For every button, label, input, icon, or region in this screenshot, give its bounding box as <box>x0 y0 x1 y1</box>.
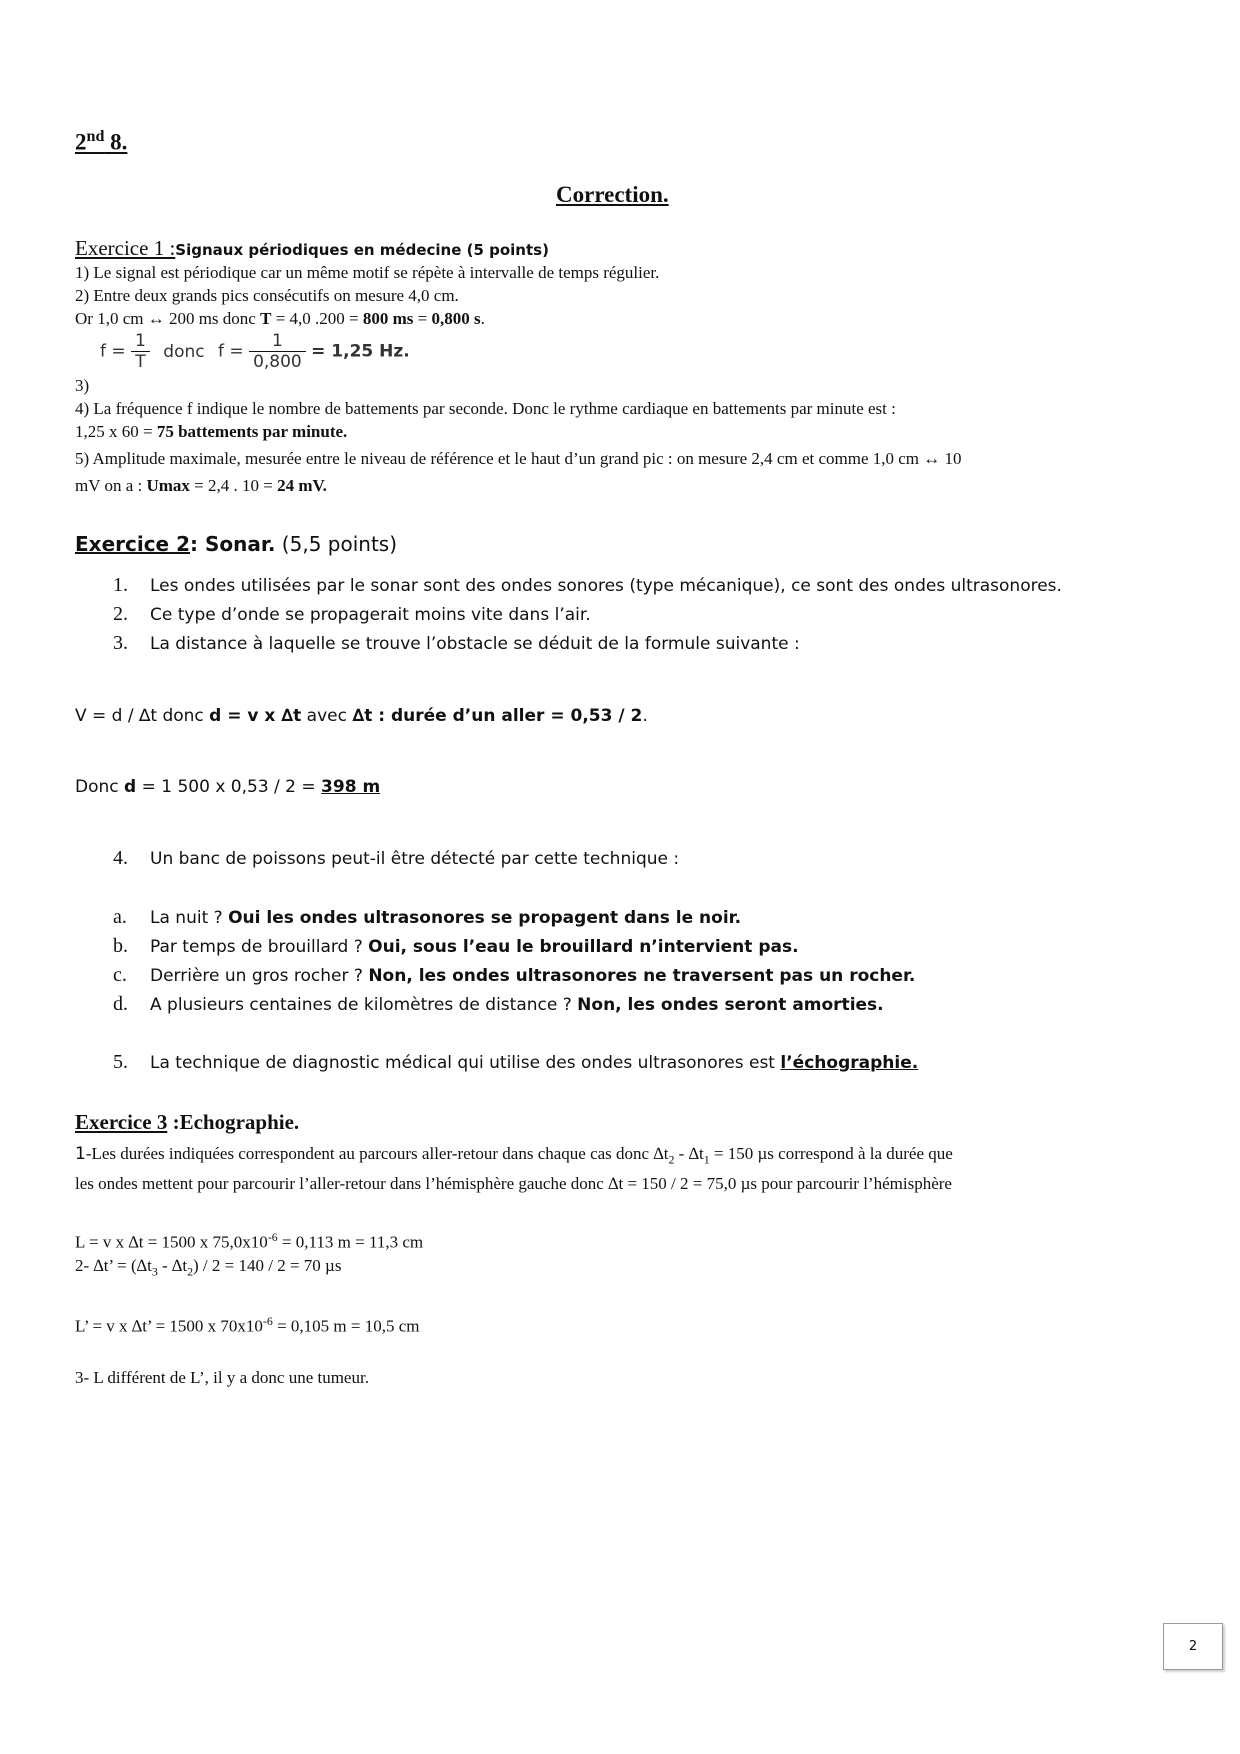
distance-result: Donc d = 1 500 x 0,53 / 2 = 398 m <box>75 777 381 797</box>
ex2-item-1-text: Les ondes utilisées par le sonar sont des ondes sonores (type mécanique), ce sont des ondes ultrasonores. <box>150 576 1062 596</box>
exercise-1-body-2 <box>75 397 1195 497</box>
ex1-line-2: 2) Entre deux grands pics consécutifs on mesure 4,0 cm. <box>75 286 459 305</box>
ex2-item-3-number: 3. <box>113 632 128 654</box>
ex1-label-3: 3) <box>75 376 90 395</box>
ex2-sub-a-letter: a. <box>113 906 127 928</box>
fraction-1-over-T: $\frac{1}{T}$ <box>131 331 150 372</box>
ex2-sub-a-text: La nuit ? Oui les ondes ultrasonores se propagent dans le noir. <box>150 908 742 928</box>
ex3-calc-delta-t-prime: 2- ∆t’ = $(\Delta t_3 - \Delta t_2) / 2 = 140 / 2 = 70$ µs <box>75 1256 342 1279</box>
exercise-2-heading: Exercice 2: Sonar. (5,5 points) <box>75 532 398 556</box>
page-number: 2 <box>1163 1623 1223 1670</box>
ex3-conclusion: 3- L différent de L’, il y a donc une tumeur. <box>75 1368 369 1387</box>
ex2-item-2-number: 2. <box>113 603 128 625</box>
ex1-line-7: mV on a : Umax = 2,4 . 10 = 24 mV. <box>75 476 327 495</box>
ex3-paragraph-2: les ondes mettent pour parcourir l’aller-retour dans l’hémisphère gauche donc ∆t = 150 / 2 = 75,0 µs pour parcourir l’hémisphère <box>75 1174 952 1193</box>
ex2-item-5-number: 5. <box>113 1051 128 1073</box>
ex2-item-4-text: Un banc de poissons peut-il être détecté par cette technique : <box>150 849 680 869</box>
page-title: Correction. <box>556 182 669 207</box>
exercise-1-heading: Exercice 1 :Signaux périodiques en médecine (5 points) <box>75 236 549 260</box>
ex2-sub-c-text: Derrière un gros rocher ? Non, les ondes ultrasonores ne traversent pas un rocher. <box>150 966 916 986</box>
ex2-item-1-number: 1. <box>113 574 128 596</box>
ex2-sub-d-text: A plusieurs centaines de kilomètres de distance ? Non, les ondes seront amorties. <box>150 995 884 1015</box>
ex1-line-4: 4) La fréquence f indique le nombre de battements par seconde. Donc le rythme cardiaque en battements par minute est : <box>75 399 896 418</box>
ex3-calc-L: L = v x ∆t = 1500 x $75,0x10^{-6} = 0,113$ m = 11,3 cm <box>75 1230 424 1252</box>
ex2-sub-c-letter: c. <box>113 964 127 986</box>
exercise-1-body <box>75 261 1195 330</box>
ex3-calc-L-prime: L’ = v x ∆t’ = 1500 x $70x10^{-6} = 0,105$ m = 10,5 cm <box>75 1314 420 1336</box>
fraction-1-over-0800: $\frac{1}{0,800}$ <box>249 331 306 372</box>
ex1-line-1: 1) Le signal est périodique car un même motif se répète à intervalle de temps régulier. <box>75 263 660 282</box>
ex1-line-5: 1,25 x 60 = 75 battements par minute. <box>75 422 348 441</box>
ex2-item-4-number: 4. <box>113 847 128 869</box>
ex2-sub-b-letter: b. <box>113 935 128 957</box>
class-label: 2nd 8. <box>75 128 128 155</box>
ex2-sub-d-letter: d. <box>113 993 128 1015</box>
ex2-item-3-text: La distance à laquelle se trouve l’obstacle se déduit de la formule suivante : <box>150 634 800 654</box>
distance-formula: V = d / ∆t donc d = v x ∆t avec ∆t : durée d’un aller = 0,53 / 2. <box>75 706 648 726</box>
exercise-3-heading: Exercice 3 :Echographie. <box>75 1110 300 1134</box>
ex2-item-5-text: La technique de diagnostic médical qui utilise des ondes ultrasonores est l’échographie. <box>150 1053 919 1073</box>
ex2-item-2-text: Ce type d’onde se propagerait moins vite dans l’air. <box>150 605 591 625</box>
ex1-line-6: 5) Amplitude maximale, mesurée entre le niveau de référence et le haut d’un grand pic : on mesure 2,4 cm et comme 1,0 cm ↔ 10 <box>75 449 962 468</box>
ex2-sub-b-text: Par temps de brouillard ? Oui, sous l’eau le brouillard n’intervient pas. <box>150 937 799 957</box>
frequency-formula: f = $\frac{1}{T}$ donc f = $\frac{1}{0,800}$ = 1,25 Hz. <box>100 331 410 372</box>
ex1-line-3: Or 1,0 cm ↔ 200 ms donc T = 4,0 .200 = 800 ms = 0,800 s. <box>75 309 485 328</box>
ex3-paragraph-1: 1-Les durées indiquées correspondent au parcours aller-retour dans chaque cas donc $\Delta t_2 - \Delta t_1 = 150$ µs correspond à la durée que <box>75 1144 953 1167</box>
